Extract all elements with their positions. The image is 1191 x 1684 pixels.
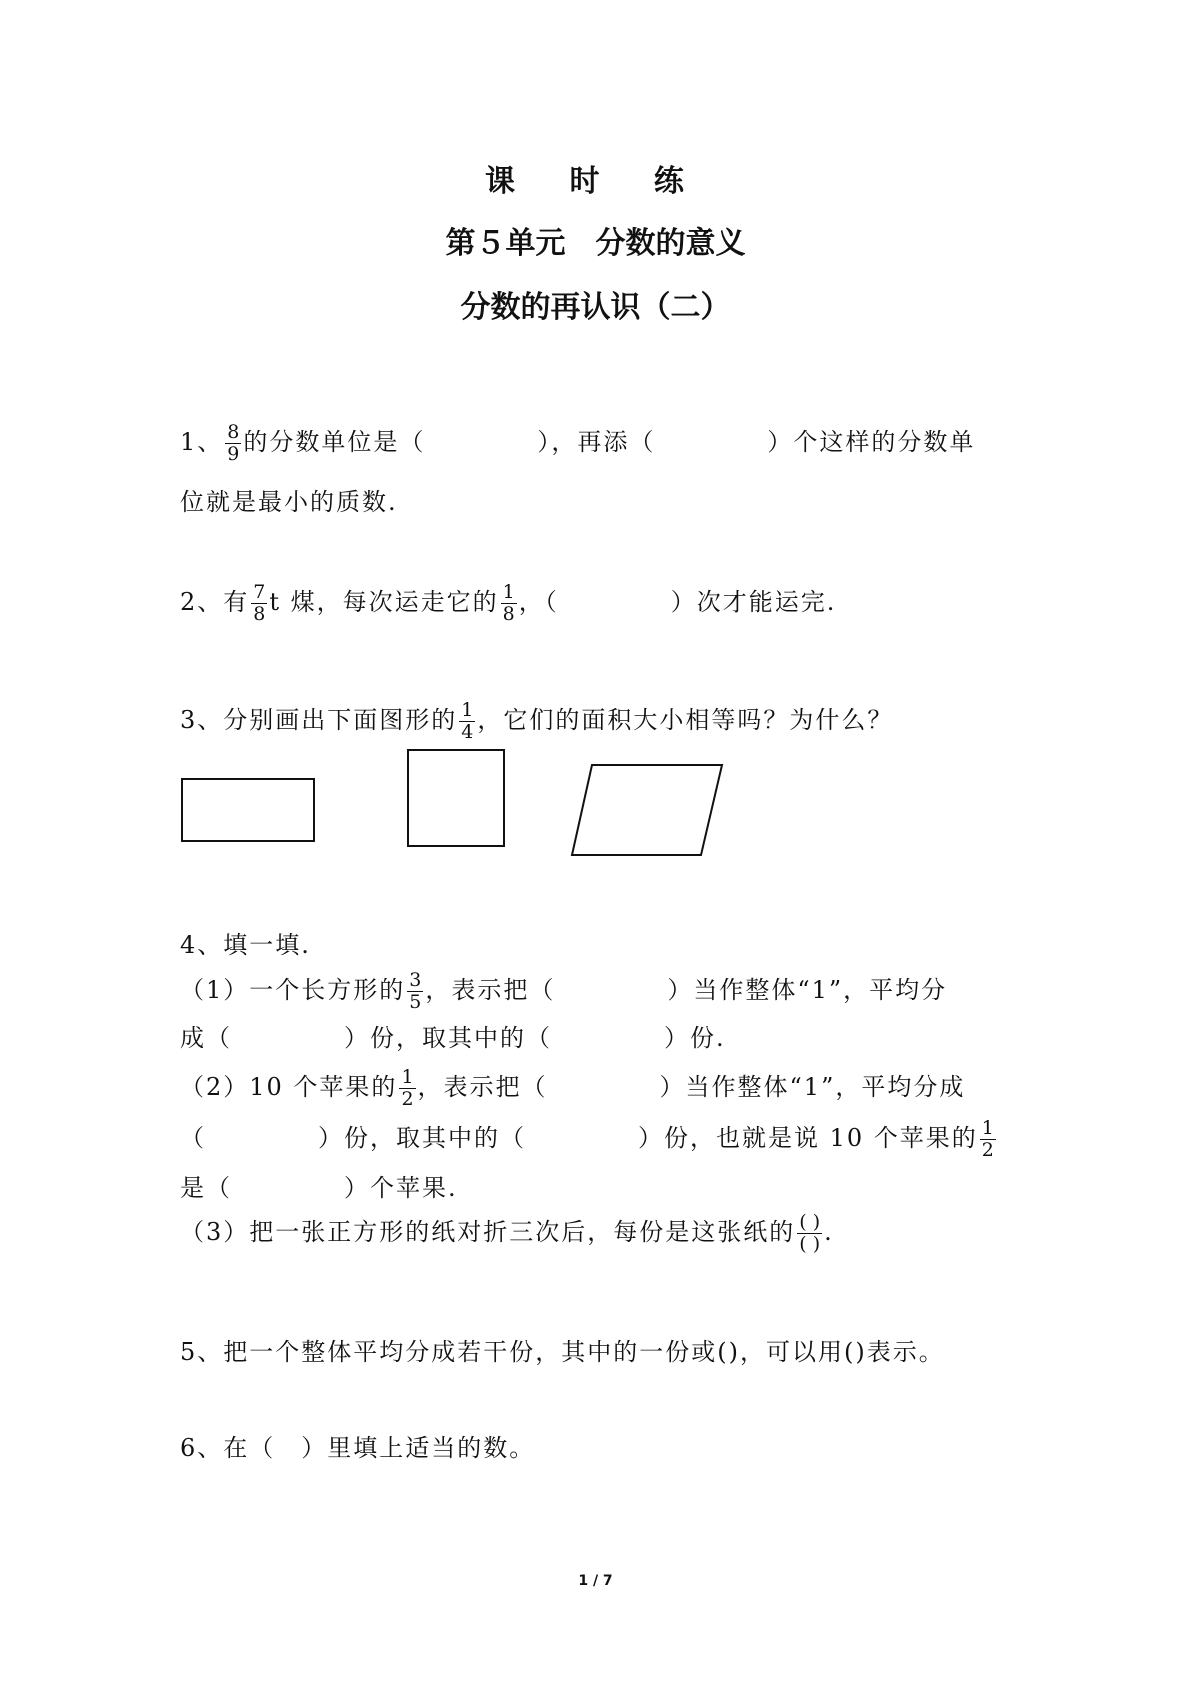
q1-number: 1、 <box>180 428 224 456</box>
q3-number: 3、 <box>180 706 224 734</box>
q4-s1-line2: 成（ ）份，取其中的（ ）份. <box>180 1024 726 1052</box>
q4-s3-fraction[interactable]: $\frac{( )}{( )}$ <box>799 1211 821 1255</box>
q4-s2-fraction: $\frac{1}{2}$ <box>401 1066 414 1110</box>
q4-s1-line1: （1）一个长方形的 $\frac{3}{5}$ ，表示把（ ）当作整体“1”，平均分 <box>180 969 948 1013</box>
q4-s1-fraction: $\frac{3}{5}$ <box>409 969 422 1013</box>
doc-title: 课 时 练 <box>485 164 706 199</box>
page-number: 1 / 7 <box>578 1573 613 1589</box>
q5-number: 5、 <box>180 1338 224 1366</box>
q5-line: 5、把一个整体平均分成若干份，其中的一份或()，可以用()表示。 <box>180 1338 945 1366</box>
unit-title: 第５单元 分数的意义 <box>445 226 746 261</box>
q4-title: 4、填一填. <box>180 931 311 959</box>
q1-line1: 1、 $\frac{8}{9}$ 的分数单位是（ ），再添（ ）个这样的分数单 <box>180 421 976 465</box>
q2-line: 2、有 $\frac{7}{8}$ t 煤，每次运走它的 $\frac{1}{8}$ ，（ ）次才能运完. <box>180 581 837 625</box>
q1-line2: 位就是最小的质数. <box>180 488 398 516</box>
q1-fraction: $\frac{8}{9}$ <box>227 421 240 465</box>
parallelogram-shape <box>572 765 722 855</box>
q4-s2-line1: （2）10 个苹果的 $\frac{1}{2}$ ，表示把（ ）当作整体“1”，平均分成 <box>180 1066 966 1110</box>
q2-fraction-2: $\frac{1}{8}$ <box>502 581 515 625</box>
q4-s2-fraction-2: $\frac{1}{2}$ <box>981 1117 994 1161</box>
q3-fraction: $\frac{1}{4}$ <box>461 699 474 743</box>
q4-s3-line: （3）把一张正方形的纸对折三次后，每份是这张纸的 $\frac{( )}{( )}$ . <box>180 1211 834 1255</box>
square-shape <box>408 750 504 846</box>
q6-number: 6、 <box>180 1434 224 1462</box>
q3-line: 3、分别画出下面图形的 $\frac{1}{4}$ ，它们的面积大小相等吗？为什么？ <box>180 699 894 743</box>
q6-line: 6、在（ ）里填上适当的数。 <box>180 1434 536 1462</box>
q4-s2-line2: （ ）份，取其中的（ ）份，也就是说 10 个苹果的 $\frac{1}{2}$ <box>180 1117 994 1161</box>
q4-number: 4、 <box>180 931 224 959</box>
q4-s2-line3: 是（ ）个苹果. <box>180 1174 458 1202</box>
q2-number: 2、 <box>180 588 224 616</box>
q3-shapes <box>170 725 730 865</box>
lesson-title: 分数的再认识（二） <box>460 290 731 325</box>
rectangle-shape <box>182 779 314 841</box>
q2-fraction-1: $\frac{7}{8}$ <box>253 581 266 625</box>
